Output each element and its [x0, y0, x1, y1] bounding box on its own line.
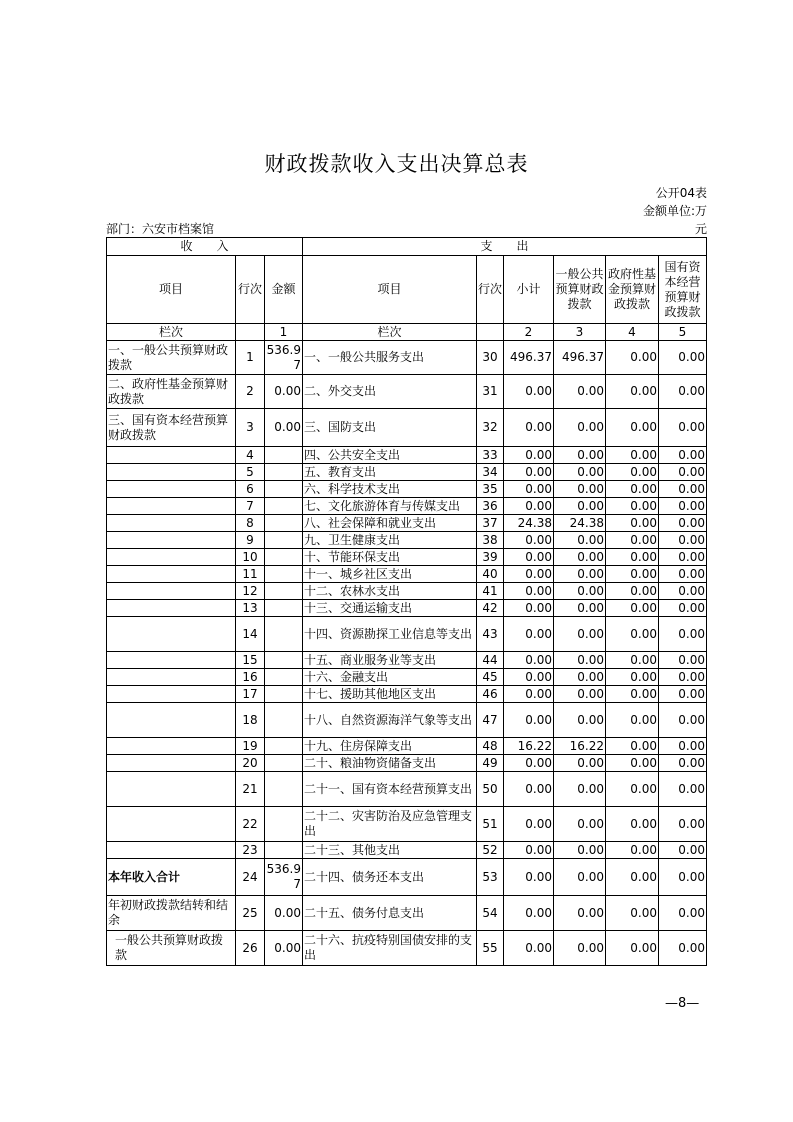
expense-item: 十三、交通运输支出 — [303, 600, 477, 617]
general-budget-value: 0.00 — [554, 498, 606, 515]
state-capital-value: 0.00 — [659, 686, 707, 703]
subtotal-value: 0.00 — [504, 772, 554, 807]
income-amount — [265, 498, 303, 515]
income-row-no: 22 — [236, 807, 265, 842]
expense-item: 十七、援助其他地区支出 — [303, 686, 477, 703]
income-row-no: 14 — [236, 617, 265, 652]
subtotal-value: 0.00 — [504, 583, 554, 600]
income-row-no: 11 — [236, 566, 265, 583]
expense-row-no: 38 — [477, 532, 504, 549]
col-2: 2 — [504, 324, 554, 341]
expense-item: 二十二、灾害防治及应急管理支出 — [303, 807, 477, 842]
subtotal-value: 0.00 — [504, 566, 554, 583]
income-row-no: 21 — [236, 772, 265, 807]
income-item — [107, 772, 236, 807]
income-item — [107, 842, 236, 859]
state-capital-value: 0.00 — [659, 931, 707, 966]
income-row-no: 12 — [236, 583, 265, 600]
expense-item: 十八、自然资源海洋气象等支出 — [303, 703, 477, 738]
state-capital-value: 0.00 — [659, 669, 707, 686]
expense-item: 七、文化旅游体育与传媒支出 — [303, 498, 477, 515]
state-capital-header: 国有资本经营预算财政拨款 — [659, 256, 707, 324]
expense-row-no: 33 — [477, 447, 504, 464]
state-capital-value: 0.00 — [659, 842, 707, 859]
expense-item: 十、节能环保支出 — [303, 549, 477, 566]
fund-budget-value: 0.00 — [606, 375, 659, 409]
subtotal-value: 0.00 — [504, 549, 554, 566]
expense-row-no: 35 — [477, 481, 504, 498]
fund-budget-value: 0.00 — [606, 341, 659, 375]
general-budget-value: 0.00 — [554, 859, 606, 896]
income-amount — [265, 532, 303, 549]
income-amount — [265, 669, 303, 686]
state-capital-value: 0.00 — [659, 600, 707, 617]
expense-item-header: 项目 — [303, 256, 477, 324]
expense-item: 三、国防支出 — [303, 409, 477, 447]
income-row-no: 2 — [236, 375, 265, 409]
expense-row-no: 41 — [477, 583, 504, 600]
fund-budget-value: 0.00 — [606, 583, 659, 600]
income-item — [107, 566, 236, 583]
fund-budget-value: 0.00 — [606, 772, 659, 807]
table-row — [107, 464, 707, 481]
table-row — [107, 447, 707, 464]
income-amount — [265, 738, 303, 755]
income-item — [107, 617, 236, 652]
col-5: 5 — [659, 324, 707, 341]
income-item: 三、国有资本经营预算财政拨款 — [107, 409, 236, 447]
general-budget-value: 24.38 — [554, 515, 606, 532]
table-row — [107, 703, 707, 738]
income-amount — [265, 515, 303, 532]
income-item — [107, 515, 236, 532]
general-budget-value: 0.00 — [554, 409, 606, 447]
income-item — [107, 600, 236, 617]
expense-item: 十九、住房保障支出 — [303, 738, 477, 755]
expense-row-no: 42 — [477, 600, 504, 617]
subtotal-value: 0.00 — [504, 669, 554, 686]
subtotal-value: 0.00 — [504, 375, 554, 409]
subtotal-value: 0.00 — [504, 842, 554, 859]
expense-item: 二十、粮油物资储备支出 — [303, 755, 477, 772]
income-amount-header: 金额 — [265, 256, 303, 324]
subtotal-value: 16.22 — [504, 738, 554, 755]
fund-budget-value: 0.00 — [606, 515, 659, 532]
income-row-no: 8 — [236, 515, 265, 532]
state-capital-value: 0.00 — [659, 481, 707, 498]
expense-row-no: 50 — [477, 772, 504, 807]
table-row — [107, 549, 707, 566]
income-amount — [265, 772, 303, 807]
income-item — [107, 464, 236, 481]
fund-budget-value: 0.00 — [606, 447, 659, 464]
subtotal-value: 0.00 — [504, 896, 554, 931]
fund-budget-header: 政府性基金预算财政拨款 — [606, 256, 659, 324]
income-amount — [265, 755, 303, 772]
subtotal-value: 0.00 — [504, 600, 554, 617]
subtotal-value: 0.00 — [504, 447, 554, 464]
income-item: 本年收入合计 — [107, 859, 236, 896]
subtotal-value: 0.00 — [504, 481, 554, 498]
subtotal-value: 0.00 — [504, 617, 554, 652]
expense-row-no: 36 — [477, 498, 504, 515]
page-title: 财政拨款收入支出决算总表 — [264, 152, 529, 176]
income-row-no: 23 — [236, 842, 265, 859]
state-capital-value: 0.00 — [659, 498, 707, 515]
income-row-no: 3 — [236, 409, 265, 447]
subtotal-value: 0.00 — [504, 859, 554, 896]
expense-row-no: 43 — [477, 617, 504, 652]
expense-item: 二、外交支出 — [303, 375, 477, 409]
general-budget-value: 0.00 — [554, 532, 606, 549]
expense-row-no: 34 — [477, 464, 504, 481]
expense-item: 十一、城乡社区支出 — [303, 566, 477, 583]
expense-item: 十五、商业服务业等支出 — [303, 652, 477, 669]
expense-row-no: 32 — [477, 409, 504, 447]
general-budget-value: 496.37 — [554, 341, 606, 375]
general-budget-value: 0.00 — [554, 755, 606, 772]
income-amount: 536.97 — [265, 859, 303, 896]
empty-cell — [477, 324, 504, 341]
general-budget-value: 0.00 — [554, 600, 606, 617]
income-item — [107, 583, 236, 600]
expense-row-no: 52 — [477, 842, 504, 859]
general-budget-value: 0.00 — [554, 669, 606, 686]
table-row — [107, 931, 707, 966]
general-budget-value: 0.00 — [554, 464, 606, 481]
state-capital-value: 0.00 — [659, 896, 707, 931]
income-row-no: 13 — [236, 600, 265, 617]
income-row-no: 24 — [236, 859, 265, 896]
general-budget-value: 0.00 — [554, 896, 606, 931]
fund-budget-value: 0.00 — [606, 652, 659, 669]
income-item: 一般公共预算财政拨款 — [107, 931, 236, 966]
fund-budget-value: 0.00 — [606, 859, 659, 896]
table-row — [107, 896, 707, 931]
expense-row-no: 54 — [477, 896, 504, 931]
table-row — [107, 498, 707, 515]
fund-budget-value: 0.00 — [606, 755, 659, 772]
subtotal-header: 小计 — [504, 256, 554, 324]
income-amount: 0.00 — [265, 375, 303, 409]
state-capital-value: 0.00 — [659, 464, 707, 481]
expense-row-no: 39 — [477, 549, 504, 566]
subtotal-value: 496.37 — [504, 341, 554, 375]
state-capital-value: 0.00 — [659, 859, 707, 896]
table-row — [107, 617, 707, 652]
state-capital-value: 0.00 — [659, 375, 707, 409]
income-amount — [265, 583, 303, 600]
income-item-header: 项目 — [107, 256, 236, 324]
empty-cell — [236, 324, 265, 341]
table-row — [107, 755, 707, 772]
expense-row-no: 31 — [477, 375, 504, 409]
general-budget-value: 0.00 — [554, 842, 606, 859]
table-row — [107, 515, 707, 532]
income-amount — [265, 600, 303, 617]
income-row-no: 6 — [236, 481, 265, 498]
state-capital-value: 0.00 — [659, 532, 707, 549]
general-budget-value: 0.00 — [554, 652, 606, 669]
general-budget-value: 0.00 — [554, 375, 606, 409]
income-row-no: 20 — [236, 755, 265, 772]
income-item — [107, 755, 236, 772]
income-amount: 0.00 — [265, 409, 303, 447]
income-item — [107, 703, 236, 738]
expense-item: 二十四、债务还本支出 — [303, 859, 477, 896]
general-budget-value: 0.00 — [554, 772, 606, 807]
subtotal-value: 0.00 — [504, 409, 554, 447]
expense-item: 十四、资源勘探工业信息等支出 — [303, 617, 477, 652]
income-amount — [265, 549, 303, 566]
state-capital-value: 0.00 — [659, 515, 707, 532]
general-budget-value: 0.00 — [554, 931, 606, 966]
state-capital-value: 0.00 — [659, 447, 707, 464]
expense-item: 二十一、国有资本经营预算支出 — [303, 772, 477, 807]
subtotal-value: 0.00 — [504, 931, 554, 966]
expense-item: 六、科学技术支出 — [303, 481, 477, 498]
state-capital-value: 0.00 — [659, 409, 707, 447]
income-amount — [265, 652, 303, 669]
income-item: 一、一般公共预算财政拨款 — [107, 341, 236, 375]
income-amount: 0.00 — [265, 896, 303, 931]
expense-row-no: 40 — [477, 566, 504, 583]
fund-budget-value: 0.00 — [606, 617, 659, 652]
general-budget-value: 0.00 — [554, 566, 606, 583]
fund-budget-value: 0.00 — [606, 703, 659, 738]
income-item — [107, 738, 236, 755]
col-1: 1 — [265, 324, 303, 341]
expense-row-no: 45 — [477, 669, 504, 686]
fund-budget-value: 0.00 — [606, 738, 659, 755]
income-item: 二、政府性基金预算财政拨款 — [107, 375, 236, 409]
state-capital-value: 0.00 — [659, 652, 707, 669]
income-row-no-header: 行次 — [236, 256, 265, 324]
fiscal-summary-table — [106, 237, 707, 966]
income-row-no: 7 — [236, 498, 265, 515]
income-amount — [265, 807, 303, 842]
fund-budget-value: 0.00 — [606, 686, 659, 703]
income-amount: 536.97 — [265, 341, 303, 375]
fund-budget-value: 0.00 — [606, 464, 659, 481]
fund-budget-value: 0.00 — [606, 931, 659, 966]
income-item — [107, 669, 236, 686]
general-budget-value: 0.00 — [554, 447, 606, 464]
table-row — [107, 842, 707, 859]
income-header: 收 入 — [107, 238, 303, 256]
fund-budget-value: 0.00 — [606, 669, 659, 686]
table-row — [107, 669, 707, 686]
state-capital-value: 0.00 — [659, 772, 707, 807]
subtotal-value: 0.00 — [504, 532, 554, 549]
income-amount — [265, 686, 303, 703]
income-amount — [265, 481, 303, 498]
fund-budget-value: 0.00 — [606, 842, 659, 859]
income-row-no: 4 — [236, 447, 265, 464]
state-capital-value: 0.00 — [659, 703, 707, 738]
income-item — [107, 532, 236, 549]
fund-budget-value: 0.00 — [606, 566, 659, 583]
general-budget-header: 一般公共预算财政拨款 — [554, 256, 606, 324]
expense-item: 二十五、债务付息支出 — [303, 896, 477, 931]
general-budget-value: 16.22 — [554, 738, 606, 755]
table-row — [107, 652, 707, 669]
table-row — [107, 738, 707, 755]
state-capital-value: 0.00 — [659, 583, 707, 600]
state-capital-value: 0.00 — [659, 738, 707, 755]
expense-item: 二十六、抗疫特别国债安排的支出 — [303, 931, 477, 966]
fund-budget-value: 0.00 — [606, 498, 659, 515]
department-label: 部门：六安市档案馆 — [106, 222, 215, 236]
general-budget-value: 0.00 — [554, 686, 606, 703]
expense-row-no: 30 — [477, 341, 504, 375]
subtotal-value: 0.00 — [504, 464, 554, 481]
expense-row-no-header: 行次 — [477, 256, 504, 324]
state-capital-value: 0.00 — [659, 617, 707, 652]
income-amount — [265, 566, 303, 583]
expense-row-no: 53 — [477, 859, 504, 896]
form-code: 公开04表 — [655, 186, 707, 200]
expense-row-no: 46 — [477, 686, 504, 703]
income-row-no: 5 — [236, 464, 265, 481]
expense-row-no: 48 — [477, 738, 504, 755]
income-amount: 0.00 — [265, 931, 303, 966]
income-row-no: 10 — [236, 549, 265, 566]
table-row — [107, 600, 707, 617]
expense-item: 九、卫生健康支出 — [303, 532, 477, 549]
income-item — [107, 807, 236, 842]
expense-row-no: 55 — [477, 931, 504, 966]
income-row-no: 18 — [236, 703, 265, 738]
income-row-no: 26 — [236, 931, 265, 966]
income-item — [107, 652, 236, 669]
expense-item: 二十三、其他支出 — [303, 842, 477, 859]
col-3: 3 — [554, 324, 606, 341]
table-row — [107, 341, 707, 375]
general-budget-value: 0.00 — [554, 703, 606, 738]
subtotal-value: 0.00 — [504, 652, 554, 669]
table-row — [107, 772, 707, 807]
table-row — [107, 686, 707, 703]
fund-budget-value: 0.00 — [606, 549, 659, 566]
income-item — [107, 481, 236, 498]
table-row — [107, 375, 707, 409]
income-row-no: 9 — [236, 532, 265, 549]
expense-item: 四、公共安全支出 — [303, 447, 477, 464]
table-row — [107, 583, 707, 600]
expense-item: 一、一般公共服务支出 — [303, 341, 477, 375]
col-label: 栏次 — [107, 324, 236, 341]
expense-item: 五、教育支出 — [303, 464, 477, 481]
expense-row-no: 51 — [477, 807, 504, 842]
income-amount — [265, 703, 303, 738]
general-budget-value: 0.00 — [554, 617, 606, 652]
income-row-no: 15 — [236, 652, 265, 669]
income-row-no: 17 — [236, 686, 265, 703]
expense-item: 八、社会保障和就业支出 — [303, 515, 477, 532]
state-capital-value: 0.00 — [659, 549, 707, 566]
income-amount — [265, 617, 303, 652]
col-label-2: 栏次 — [303, 324, 477, 341]
subtotal-value: 0.00 — [504, 686, 554, 703]
general-budget-value: 0.00 — [554, 583, 606, 600]
income-row-no: 25 — [236, 896, 265, 931]
expense-row-no: 37 — [477, 515, 504, 532]
income-item — [107, 498, 236, 515]
subtotal-value: 0.00 — [504, 703, 554, 738]
state-capital-value: 0.00 — [659, 566, 707, 583]
expense-item: 十六、金融支出 — [303, 669, 477, 686]
unit-label-suffix: 元 — [694, 222, 707, 236]
fund-budget-value: 0.00 — [606, 532, 659, 549]
income-row-no: 1 — [236, 341, 265, 375]
state-capital-value: 0.00 — [659, 341, 707, 375]
income-row-no: 19 — [236, 738, 265, 755]
table-row — [107, 807, 707, 842]
table-row — [107, 409, 707, 447]
unit-label: 金额单位:万 — [642, 204, 707, 218]
state-capital-value: 0.00 — [659, 755, 707, 772]
fund-budget-value: 0.00 — [606, 409, 659, 447]
income-amount — [265, 464, 303, 481]
subtotal-value: 0.00 — [504, 498, 554, 515]
income-row-no: 16 — [236, 669, 265, 686]
table-row — [107, 481, 707, 498]
general-budget-value: 0.00 — [554, 807, 606, 842]
table-row — [107, 566, 707, 583]
income-item: 年初财政拨款结转和结余 — [107, 896, 236, 931]
state-capital-value: 0.00 — [659, 807, 707, 842]
expense-header: 支 出 — [303, 238, 707, 256]
expense-row-no: 44 — [477, 652, 504, 669]
subtotal-value: 24.38 — [504, 515, 554, 532]
subtotal-value: 0.00 — [504, 807, 554, 842]
fund-budget-value: 0.00 — [606, 481, 659, 498]
table-row — [107, 859, 707, 896]
fund-budget-value: 0.00 — [606, 896, 659, 931]
subtotal-value: 0.00 — [504, 755, 554, 772]
expense-item: 十二、农林水支出 — [303, 583, 477, 600]
page-number: —8— — [665, 996, 700, 1011]
income-item — [107, 447, 236, 464]
income-item — [107, 549, 236, 566]
expense-row-no: 49 — [477, 755, 504, 772]
expense-row-no: 47 — [477, 703, 504, 738]
income-amount — [265, 447, 303, 464]
income-amount — [265, 842, 303, 859]
col-4: 4 — [606, 324, 659, 341]
fund-budget-value: 0.00 — [606, 807, 659, 842]
fund-budget-value: 0.00 — [606, 600, 659, 617]
table-row — [107, 532, 707, 549]
general-budget-value: 0.00 — [554, 549, 606, 566]
income-item — [107, 686, 236, 703]
general-budget-value: 0.00 — [554, 481, 606, 498]
